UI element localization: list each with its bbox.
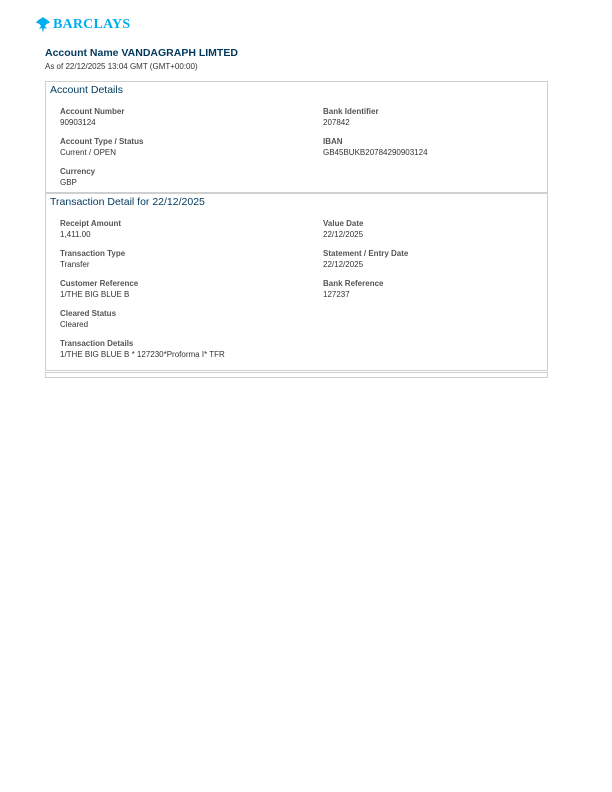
transaction-details-field [60,338,225,360]
account-number-value: 90903124 [60,118,96,127]
statement-date-label: Statement / Entry Date [323,249,409,258]
bank-identifier-value: 207842 [323,118,350,127]
currency-label: Currency [60,167,96,176]
bank-reference-value: 127237 [323,290,350,299]
account-number-field [60,106,124,128]
iban-label: IBAN [323,137,343,146]
value-date-field [323,218,363,240]
statement-date-value: 22/12/2025 [323,260,364,269]
account-name-title: Account Name VANDAGRAPH LIMTED [45,47,238,59]
value-date-label: Value Date [323,219,364,228]
account-details-panel [45,81,548,193]
bank-reference-field [323,278,383,300]
value-date-value: 22/12/2025 [323,230,364,239]
bank-reference-label: Bank Reference [323,279,384,288]
receipt-amount-value: 1,411.00 [60,230,91,239]
transaction-detail-heading: Transaction Detail for 22/12/2025 [50,196,205,208]
transaction-details-label: Transaction Details [60,339,134,348]
transaction-type-field [60,248,125,270]
iban-value: GB45BUKB20784290903124 [323,148,428,157]
receipt-amount-label: Receipt Amount [60,219,122,228]
cleared-status-value: Cleared [60,320,89,329]
customer-reference-value: 1/THE BIG BLUE B [60,290,130,299]
transaction-type-label: Transaction Type [60,249,126,258]
barclays-logo [36,15,130,35]
account-type-field [60,136,143,158]
transaction-detail-panel [45,193,548,371]
bank-identifier-field [323,106,379,128]
iban-field [323,136,428,158]
receipt-amount-field [60,218,121,240]
account-number-label: Account Number [60,107,125,116]
cleared-status-label: Cleared Status [60,309,117,318]
account-type-value: Current / OPEN [60,148,117,157]
currency-field [60,166,95,188]
eagle-icon [36,17,50,33]
transaction-details-value: 1/THE BIG BLUE B * 127230*Proforma I* TFR [60,350,225,359]
currency-value: GBP [60,178,77,187]
bank-identifier-label: Bank Identifier [323,107,379,116]
account-type-label: Account Type / Status [60,137,144,146]
statement-date-field [323,248,408,270]
as-of-timestamp: As of 22/12/2025 13:04 GMT (GMT+00:00) [45,62,198,71]
cleared-status-field [60,308,116,330]
panel-footer-divider [45,372,548,378]
account-details-heading: Account Details [50,84,123,96]
customer-reference-label: Customer Reference [60,279,139,288]
transaction-type-value: Transfer [60,260,90,269]
customer-reference-field [60,278,138,300]
brand-name: BARCLAYS [53,17,131,32]
